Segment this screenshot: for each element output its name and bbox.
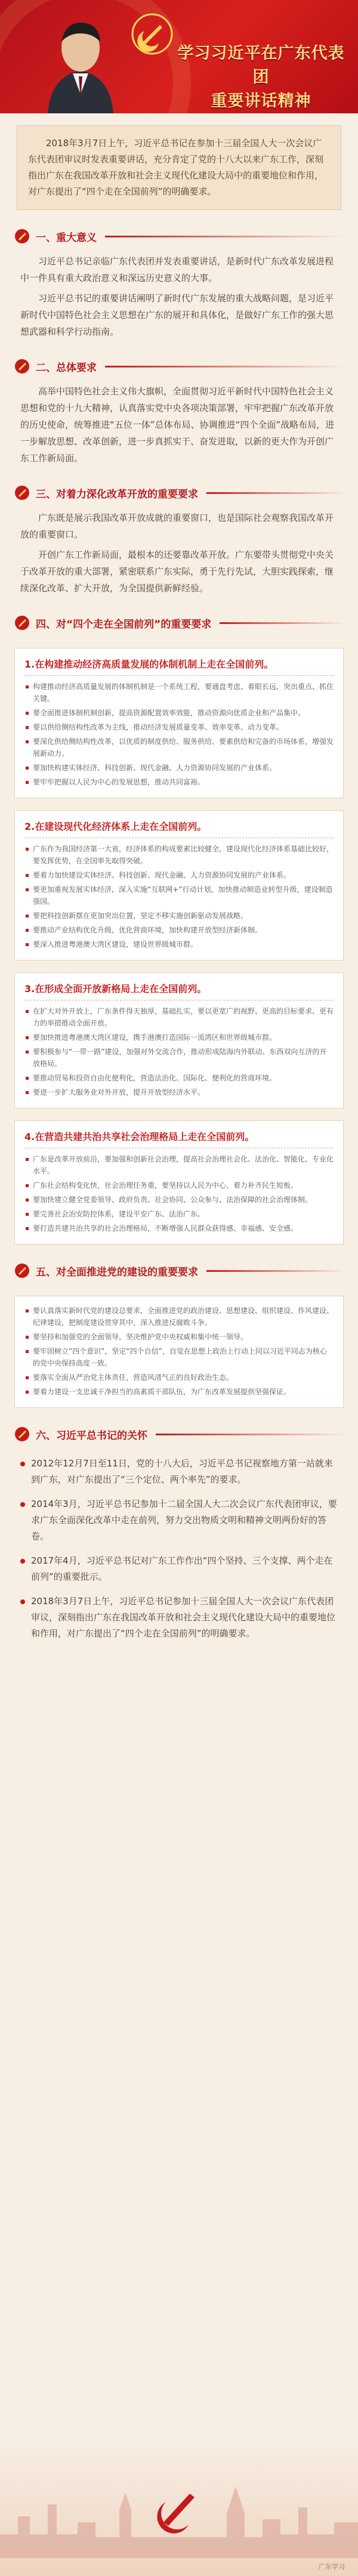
section-divider [220, 622, 346, 624]
list-item: 要着力加快建设实体经济、科技创新、现代金融、人力资源协同发展的产业体系。 [24, 869, 334, 881]
section-significance [0, 223, 358, 340]
intro-paragraph: 2018年3月7日上午，习近平总书记在参加十三届全国人大一次会议广东代表团审议时发表重要讲话，充分肯定了党的十八大以来广东工作，深刻指出广东在我国改革开放和社会主义现代化建设大局中的重要地位和作用，对广东提出了“四个走在全国前列”的明确要求。 [17, 125, 341, 210]
list-item: 广东作为我国经济第一大省，经济体系的构成要素比较健全，建设现代化经济体系基础比较好，要发挥优势，在全国率先取得突破。 [24, 843, 334, 867]
section-title: 一、重大意义 [36, 231, 97, 244]
list-item: 在扩大对外开放上，广东条件得天独厚，基础扎实，要以更宽广的视野、更高的目标要求、更有力的举措推动全面开放。 [24, 1005, 334, 1029]
list-item: 要推动贸易和投资自由化便利化，营造法治化、国际化、便利化的营商环境。 [24, 1072, 334, 1084]
bullet-list [24, 1305, 334, 1398]
section-care [0, 1421, 358, 1642]
section-header [0, 1421, 358, 1447]
list-item: 要牢固树立“四个意识”，坚定“四个自信”，自觉在思想上政治上行动上同以习近平同志为核心的党中央保持高度一致。 [24, 1345, 334, 1369]
timeline-item: 2014年3月，习近平总书记参加十二届全国人大二次会议广东代表团审议，要求广东全面深化改革中走在前列，努力交出物质文明和精神文明两份好的答卷。 [20, 1496, 338, 1545]
list-item: 要深化供给侧结构性改革，以优质的制度供给、服务供给、要素供给和完备的市场体系，增强发展新动力。 [24, 736, 334, 759]
list-item: 构建推动经济高质量发展的体制机制是一个系统工程，要通盘考虑、着眼长远，突出重点、抓住关键。 [24, 681, 334, 705]
paragraph: 广东既是展示我国改革开放成就的重要窗口，也是国际社会观察我国改革开放的重要窗口。 [20, 512, 334, 540]
bullet-list [24, 1005, 334, 1098]
timeline-item: 2017年4月，习近平总书记对广东工作作出“四个坚持、三个支撑、两个走在前列”的重要批示。 [20, 1553, 338, 1585]
list-item: 要深入推进粤港澳大湾区建设，建设世界级城市群。 [24, 938, 334, 950]
section-header [0, 1258, 358, 1284]
hammer-sickle-icon [14, 1263, 30, 1278]
footer-credit: 广东学习 [319, 2563, 345, 2571]
bullet-list [24, 1153, 334, 1234]
hammer-sickle-icon [14, 359, 30, 374]
section-header [0, 480, 358, 506]
banner-title [170, 42, 352, 113]
list-item: 广东社会结构变化快，社会治理任务重，要坚持以人民为中心，着力补齐民生短板。 [24, 1179, 334, 1191]
bullet-list [24, 681, 334, 788]
hammer-sickle-icon [14, 228, 30, 244]
list-item: 要落实全面从严治党主体责任，营造风清气正的良好政治生态。 [24, 1372, 334, 1383]
hammer-sickle-icon [14, 615, 30, 631]
subsection-card [14, 1120, 344, 1244]
list-item: 要积极参与“一带一路”建设，加强对外交流合作，推动形成陆海内外联动、东西双向互济的开放格局。 [24, 1046, 334, 1070]
list-item: 要着力建设一支忠诚干净担当的高素质干部队伍，为广东改革发展提供坚强保证。 [24, 1386, 334, 1398]
list-item: 要推动产业结构优化升级，优化营商环境，加快构建开放型经济新体制。 [24, 924, 334, 936]
party-emblem-icon [148, 2478, 210, 2540]
paragraph: 高举中国特色社会主义伟大旗帜，全面贯彻习近平新时代中国特色社会主义思想和党的十九大精神，认真落实党中央各项决策部署，牢牢把握广东改革开放的历史使命，统筹推进“五位一体”总体布局、协调推进“四个全面”战略布局，进一步解放思想、改革创新，进一步真抓实干、奋发进取，以新的更大作为开创广东工作新局面。 [20, 386, 335, 464]
section-divider [206, 1270, 346, 1272]
section-party-building [0, 1258, 358, 1408]
list-item: 要认真落实新时代党的建设总要求，全面推进党的政治建设、思想建设、组织建设、作风建设、纪律建设，把制度建设贯穿其中，深入推进反腐败斗争。 [24, 1305, 334, 1329]
section-divider [206, 492, 346, 494]
footer [0, 2439, 358, 2576]
section-title: 四、对“四个走在全国前列”的重要要求 [36, 618, 212, 631]
list-item: 要坚持和加强党的全面领导，坚决维护党中央权威和集中统一领导。 [24, 1331, 334, 1343]
list-item: 要进一步扩大服务业对外开放，提升开放型经济水平。 [24, 1086, 334, 1098]
section-title: 五、对全面推进党的建设的重要要求 [36, 1266, 198, 1278]
paragraph: 习近平总书记亲临广东代表团并发表重要讲话，是新时代广东改革发展进程中一件具有重大政治意义和深远历史意义的大事。 [20, 256, 334, 283]
section-divider [105, 366, 346, 367]
party-emblem-icon [131, 13, 173, 55]
section-header [0, 353, 358, 379]
timeline-item: 2018年3月7日上午，习近平总书记参加十三届全国人大一次会议广东代表团审议，深刻指出广东在我国改革开放和社会主义现代化建设大局中的重要地位和作用，对广东提出了“四个走在全国前列”的明确要求。 [20, 1593, 338, 1642]
subsection-card [14, 1296, 344, 1408]
header-banner [0, 0, 358, 113]
section-requirements [0, 353, 358, 467]
subsection-title: 4.在营造共建共治共享社会治理格局上走在全国前列。 [24, 1129, 334, 1148]
section-header [0, 223, 358, 249]
banner-title-line1: 学习习近平在广东代表团 [177, 44, 345, 87]
subsection-title: 2.在建设现代化经济体系上走在全国前列。 [24, 819, 334, 838]
list-item: 广东是改革开放前沿，要加强和创新社会治理，提高社会治理社会化、法治化、智能化、专业化水平。 [24, 1153, 334, 1177]
hammer-sickle-icon [14, 485, 30, 501]
subsection-card [14, 972, 344, 1108]
list-item: 要更加重视发展实体经济，深入实施“互联网+”行动计划，加快推动制造业转型升级，建设制造强国。 [24, 884, 334, 907]
section-four-leads [0, 610, 358, 1244]
section-title: 二、总体要求 [36, 362, 97, 374]
list-item: 要加快构建实体经济、科技创新、现代金融、人力资源协同发展的产业体系。 [24, 762, 334, 774]
subsection-title: 3.在形成全面开放新格局上走在全国前列。 [24, 981, 334, 1000]
section-header [0, 610, 358, 636]
bullet-list [24, 843, 334, 950]
section-divider [105, 236, 346, 237]
list-item: 要加快建立健全党委领导、政府负责、社会协同、公众参与、法治保障的社会治理体制。 [24, 1194, 334, 1206]
paragraph: 习近平总书记的重要讲话阐明了新时代广东发展的重大战略问题，是习近平新时代中国特色社会主义思想在广东的展开和具体化，是做好广东工作的强大思想武器和科学行动指南。 [20, 293, 334, 337]
subsection-card [14, 810, 344, 960]
leader-portrait [36, 11, 125, 113]
list-item: 要牢牢把握以人民为中心的发展思想，推动共同富裕。 [24, 776, 334, 788]
section-reform [0, 480, 358, 597]
subsection-title: 1.在构建推动经济高质量发展的体制机制上走在全国前列。 [24, 657, 334, 676]
list-item: 要全面推进体制机制创新，提高资源配置效率效能，推动资源向优质企业和产品集中。 [24, 707, 334, 719]
timeline-item: 2012年12月7日至11日，党的十八大后，习近平总书记视察地方第一站就来到广东，对广东提出了“三个定位、两个率先”的要求。 [20, 1456, 338, 1488]
list-item: 要以供给侧结构性改革为主线，推动经济发展质量变革、效率变革、动力变革。 [24, 721, 334, 733]
hammer-sickle-icon [14, 1426, 30, 1442]
timeline [20, 1456, 338, 1642]
section-divider [156, 1434, 346, 1435]
paragraph: 开创广东工作新局面，最根本的还要靠改革开放。广东要带头贯彻党中央关于改革开放的重大部署，紧密联系广东实际，勇于先行先试，大胆实践探索，继续深化改革、扩大开放，为全国提供新鲜经验。 [20, 549, 334, 594]
banner-title-line2: 重要讲话精神 [211, 92, 311, 110]
list-item: 要打造共建共治共享的社会治理格局，不断增强人民群众获得感、幸福感、安全感。 [24, 1222, 334, 1234]
section-title: 三、对着力深化改革开放的重要要求 [36, 488, 198, 501]
subsection-card [14, 648, 344, 798]
list-item: 要把科技创新摆在更加突出位置，坚定不移实施创新驱动发展战略。 [24, 910, 334, 922]
list-item: 要加快推进粤港澳大湾区建设，携手港澳打造国际一流湾区和世界级城市群。 [24, 1031, 334, 1043]
list-item: 要完善社会治安防控体系，建设平安广东、法治广东。 [24, 1208, 334, 1220]
section-title: 六、习近平总书记的关怀 [36, 1429, 147, 1442]
